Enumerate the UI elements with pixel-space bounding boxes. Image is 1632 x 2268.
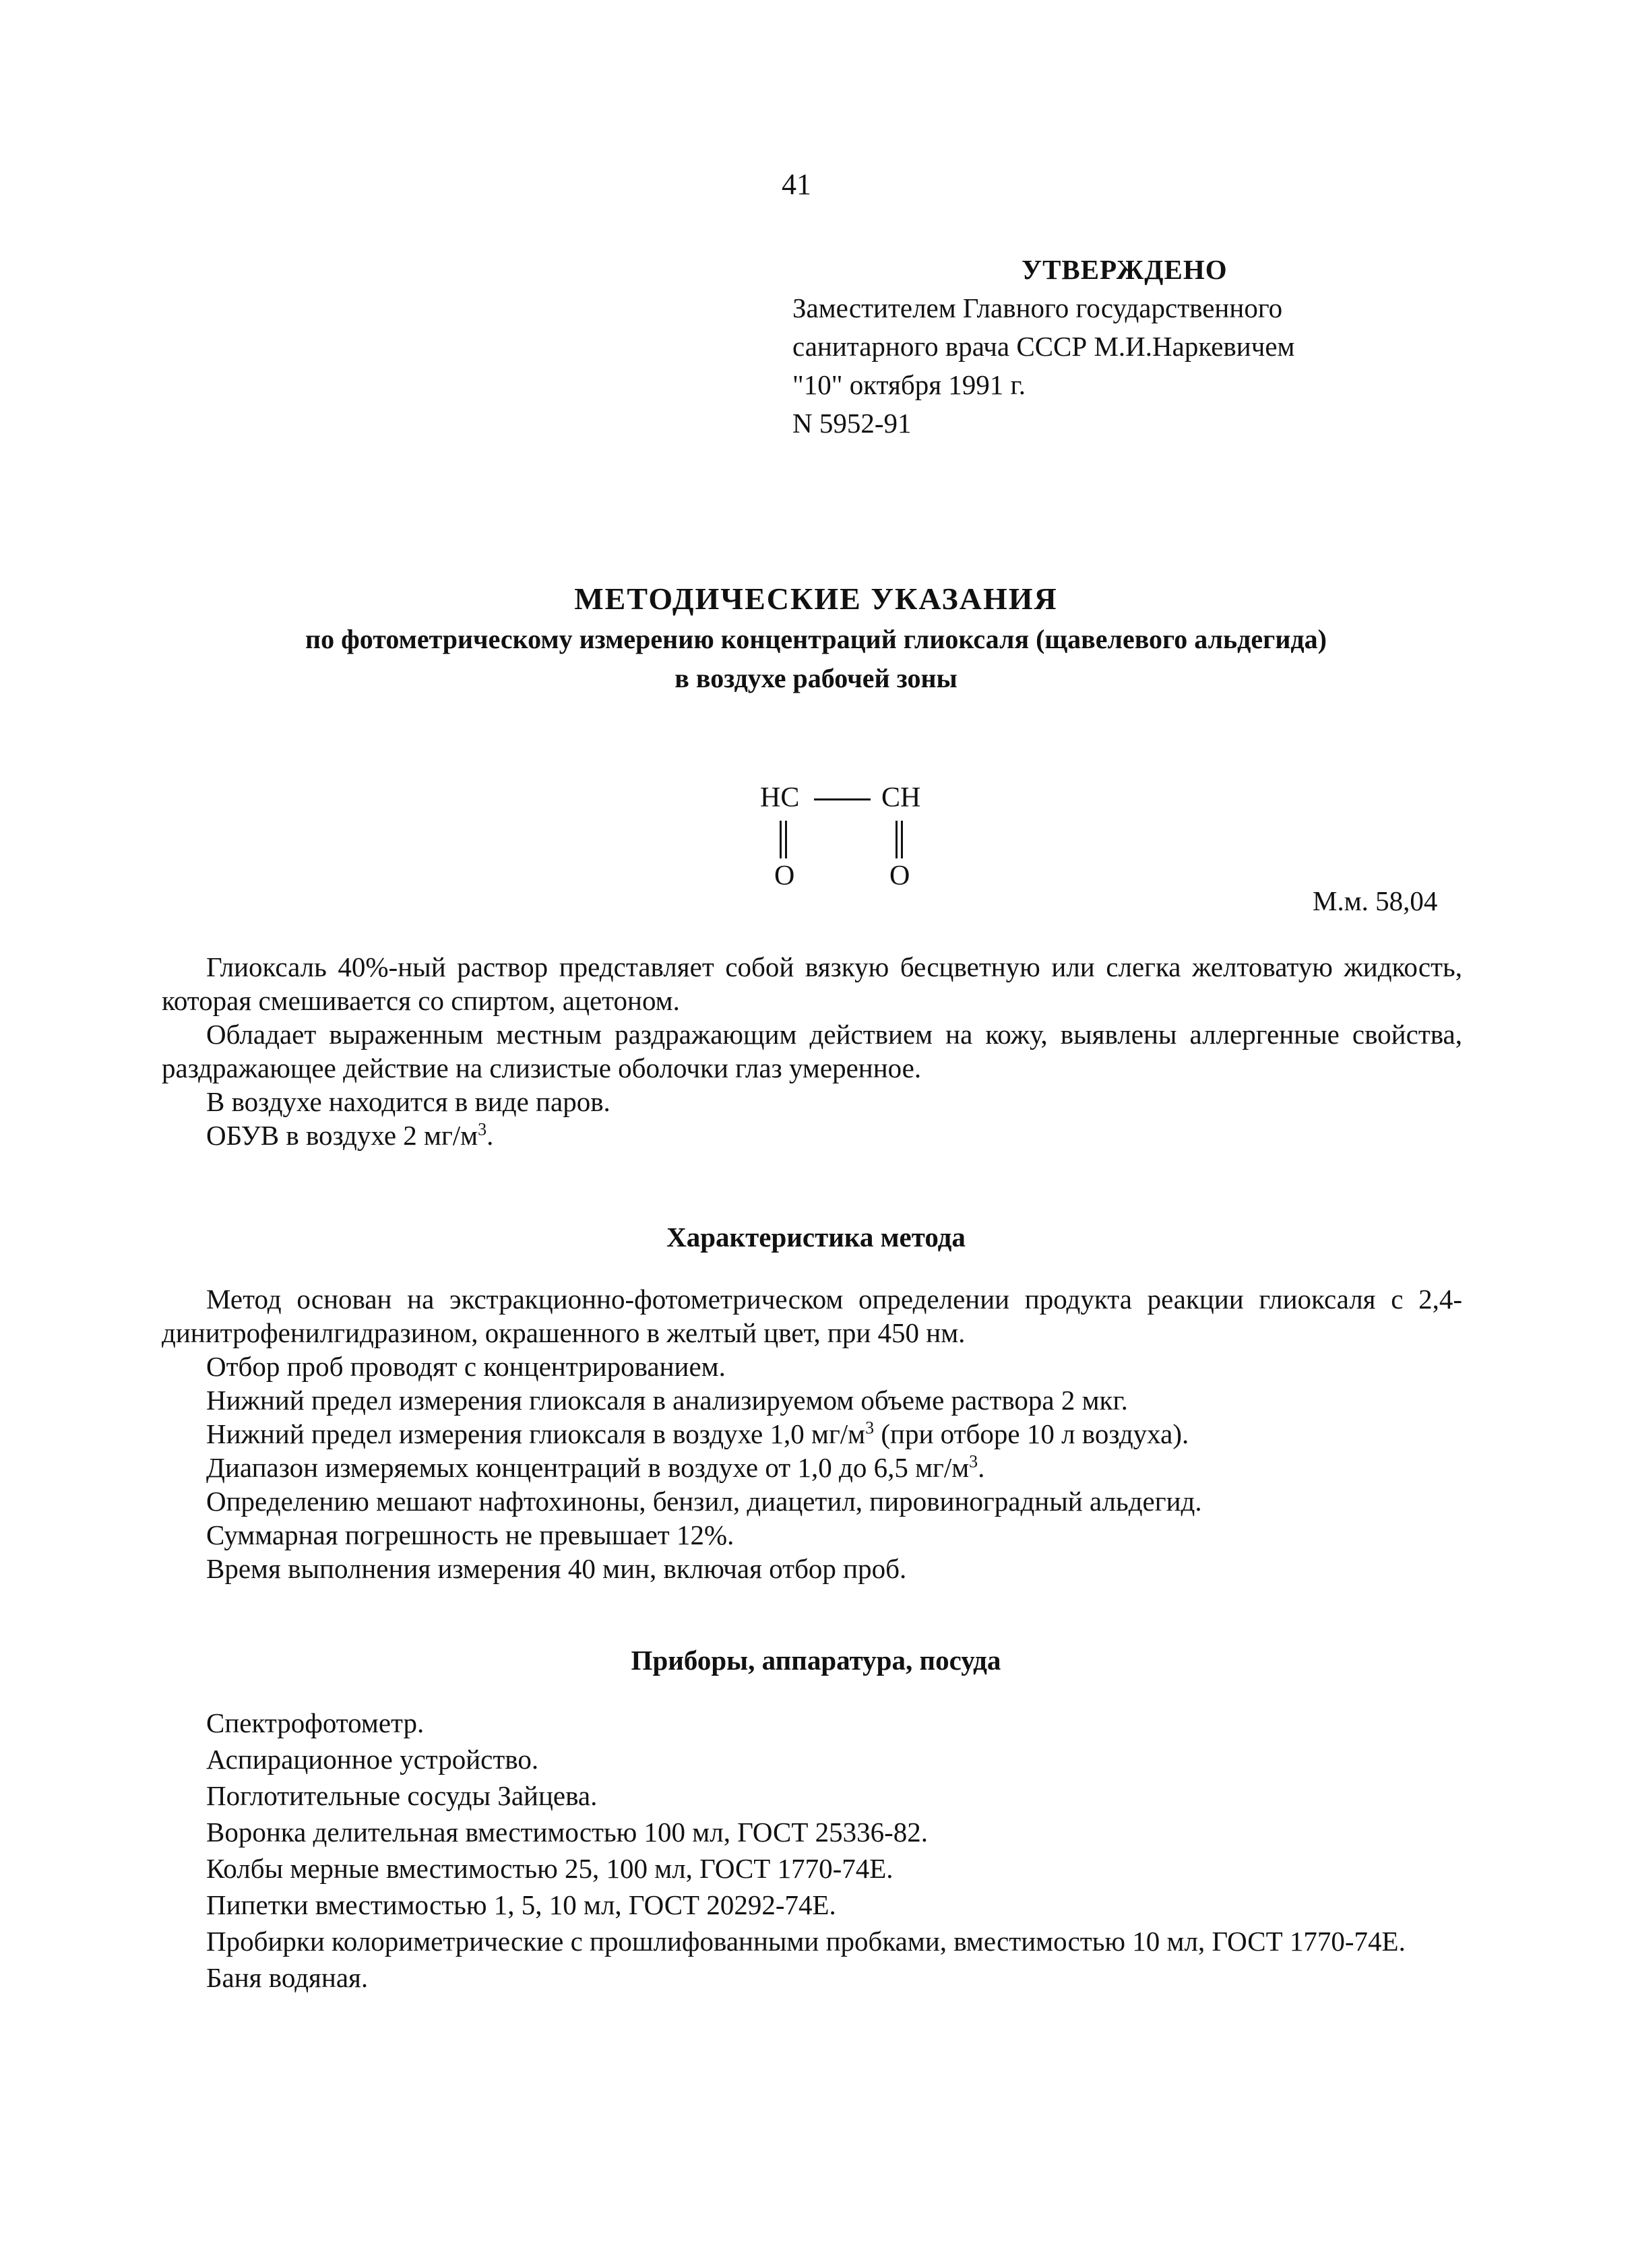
method-paragraph-2: Отбор проб проводят с концентрированием.	[206, 1351, 726, 1382]
approval-stamp	[792, 251, 1295, 443]
equipment-item: Аспирационное устройство.	[206, 1744, 539, 1775]
equipment-item: Воронка делительная вместимостью 100 мл, ГОСТ 25336-82.	[206, 1817, 929, 1848]
formula-right-oxygen: O	[889, 860, 910, 891]
approval-line-3: "10" октября 1991 г.	[792, 369, 1026, 400]
structural-formula	[760, 782, 962, 896]
approval-line-1: Заместителем Главного государственного	[792, 292, 1283, 323]
section-heading-equipment: Приборы, аппаратура, посуда	[631, 1645, 1001, 1676]
method-paragraph-5: Диапазон измеряемых концентраций в воздухе от 1,0 до 6,5 $мг/м^3$.	[206, 1451, 985, 1483]
title-sub-2: в воздухе рабочей зоны	[674, 663, 958, 693]
equipment-item: Спектрофотометр.	[206, 1707, 425, 1738]
approval-line-4: N 5952-91	[792, 408, 912, 439]
formula-left-oxygen: O	[774, 860, 795, 891]
intro-paragraph-3: В воздухе находится в виде паров.	[206, 1086, 610, 1117]
page-number: 41	[782, 168, 811, 201]
document-title	[0, 578, 1632, 698]
title-main: МЕТОДИЧЕСКИЕ УКАЗАНИЯ	[574, 581, 1058, 616]
equipment-item: Пипетки вместимостью 1, 5, 10 мл, ГОСТ 20292-74Е.	[206, 1889, 836, 1920]
double-bond-right-b	[901, 821, 903, 858]
method-paragraph-6: Определению мешают нафтохиноны, бензил, диацетил, пировиноградный альдегид.	[206, 1486, 1202, 1517]
double-bond-right-a	[896, 821, 898, 858]
equipment-item: Поглотительные сосуды Зайцева.	[206, 1780, 598, 1811]
method-paragraph-7: Суммарная погрешность не превышает 12%.	[206, 1519, 734, 1550]
method-paragraph-3: Нижний предел измерения глиоксаля в анализируемом объеме раствора 2 мкг.	[206, 1385, 1128, 1416]
equipment-item: Колбы мерные вместимостью 25, 100 мл, ГОСТ 1770-74Е.	[206, 1853, 893, 1884]
section-heading-method: Характеристика метода	[666, 1222, 966, 1253]
single-bond	[814, 798, 871, 800]
double-bond-left-a	[780, 821, 782, 858]
equipment-item: Пробирки колориметрические с прошлифованными пробками, вместимостью 10 мл, ГОСТ 1770-74Е.	[206, 1926, 1406, 1957]
method-paragraph-4: Нижний предел измерения глиоксаля в воздухе 1,0 $мг/м^3$ (при отборе 10 л воздуха).	[206, 1418, 1189, 1449]
title-sub-1: по фотометрическому измерению концентраций глиоксаля (щавелевого альдегида)	[305, 624, 1327, 654]
method-paragraph-1: Метод основан на экстракционно-фотометрическом определении продукта реакции глиоксаля с 2,4-динитрофенилгидразином, окрашенного в желтый цвет, при 450 нм.	[162, 1284, 1462, 1348]
approval-title: УТВЕРЖДЕНО	[1022, 254, 1228, 285]
approval-line-2: санитарного врача СССР М.И.Наркевичем	[792, 331, 1295, 362]
equipment-item: Баня водяная.	[206, 1962, 369, 1993]
method-characteristics	[162, 1282, 1462, 1585]
intro-text	[162, 950, 1462, 1152]
formula-right-group: CH	[881, 782, 921, 813]
method-paragraph-8: Время выполнения измерения 40 мин, включая отбор проб.	[206, 1553, 907, 1584]
intro-paragraph-4: ОБУВ в воздухе 2 $мг/м^3$.	[206, 1119, 494, 1151]
formula-left-group: HC	[760, 782, 800, 813]
equipment-list	[162, 1705, 1462, 1996]
double-bond-left-b	[785, 821, 787, 858]
intro-paragraph-1: Глиоксаль 40%-ный раствор представляет собой вязкую бесцветную или слегка желтоватую жидкость, которая смешивается со спиртом, ацетоном.	[162, 951, 1462, 1016]
molar-mass: М.м. 58,04	[1313, 885, 1438, 916]
intro-paragraph-2: Обладает выраженным местным раздражающим действием на кожу, выявлены аллергенные свойства, раздражающее действие на слизистые оболочки глаз умеренное.	[162, 1019, 1462, 1083]
